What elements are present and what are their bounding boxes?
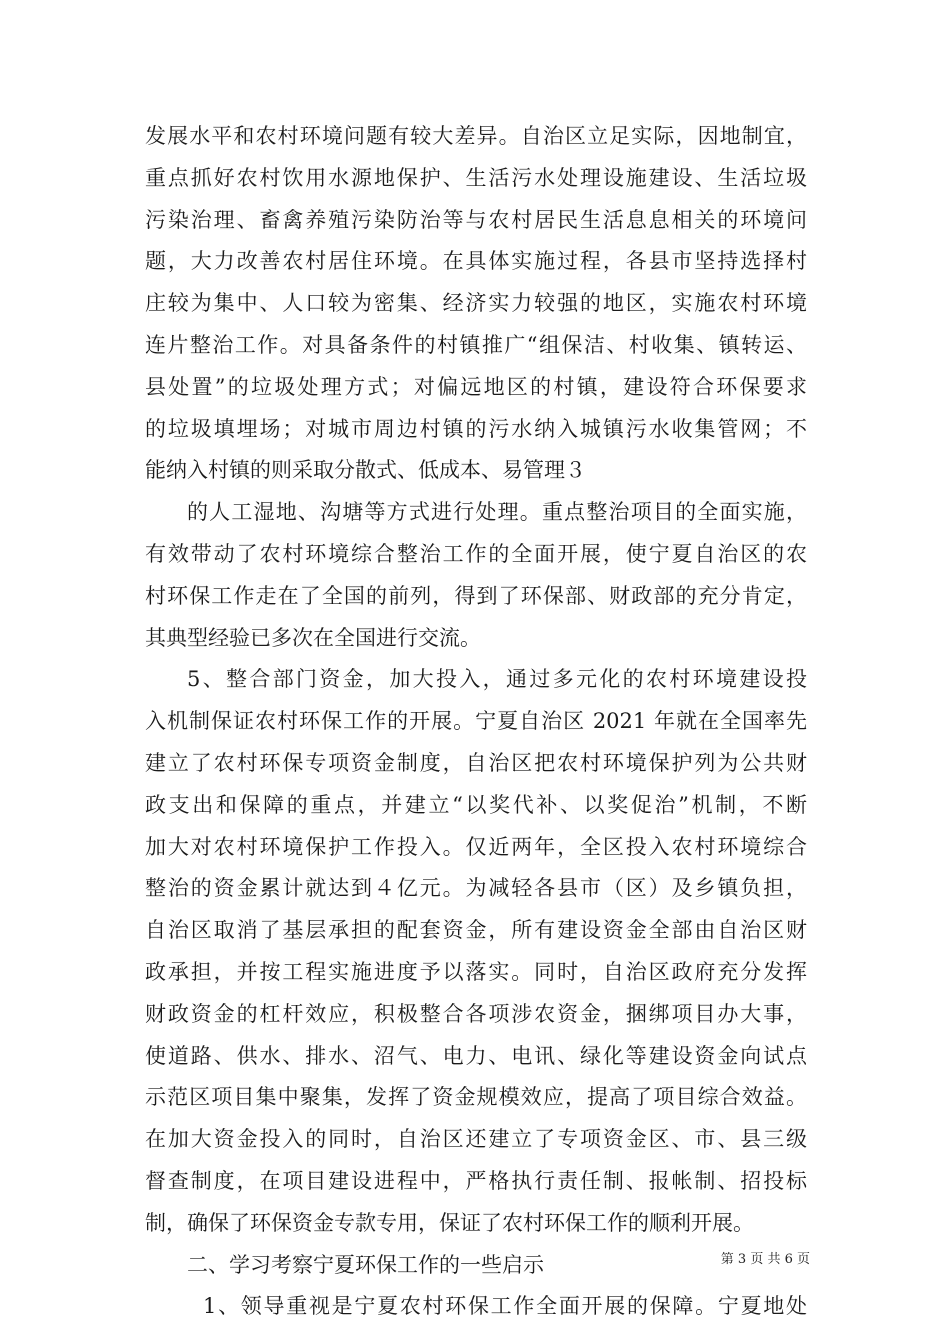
text-line: 的人工湿地、沟塘等方式进行处理。重点整治项目的全面实施， [187,500,807,525]
text-line: 县处置”的垃圾处理方式；对偏远地区的村镇，建设符合环保要求 [145,374,807,399]
paragraph [145,659,807,1244]
text-line: 重点抓好农村饮用水源地保护、生活污水处理设施建设、生活垃圾 [145,165,807,190]
text-line: 污染治理、畜禽养殖污染防治等与农村居民生活息息相关的环境问 [145,207,807,232]
text-line: 发展水平和农村环境问题有较大差异。自治区立足实际，因地制宜， [145,124,807,148]
text-line: 其典型经验已多次在全国进行交流。 [145,625,481,650]
text-line: 庄较为集中、人口较为密集、经济实力较强的地区，实施农村环境 [145,291,807,316]
text-line: 政承担，并按工程实施进度予以落实。同时，自治区政府充分发挥 [145,959,807,984]
text-line: 5、整合部门资金，加大投入，通过多元化的农村环境建设投 [187,667,807,692]
text-line: 自治区取消了基层承担的配套资金，所有建设资金全部由自治区财 [145,918,807,943]
text-line: 政支出和保障的重点，并建立“以奖代补、以奖促治”机制，不断 [145,792,807,817]
text-line: 题，大力改善农村居住环境。在具体实施过程，各县市坚持选择村 [145,249,807,274]
text-line: 加大对农村环境保护工作投入。仅近两年，全区投入农村环境综合 [145,834,807,859]
text-line: 有效带动了农村环境综合整治工作的全面开展，使宁夏自治区的农 [145,541,807,566]
text-line: 的垃圾填埋场；对城市周边村镇的污水纳入城镇污水收集管网；不 [145,416,807,441]
text-line: 示范区项目集中聚集，发挥了资金规模效应，提高了项目综合效益。 [145,1085,807,1110]
text-line: 连片整治工作。对具备条件的村镇推广“组保洁、村收集、镇转运、 [145,332,807,357]
text-line: 使道路、供水、排水、沼气、电力、电讯、绿化等建设资金向试点 [145,1043,807,1068]
text-line: 能纳入村镇的则采取分散式、低成本、易管理３ [145,458,586,483]
text-line: 1、领导重视是宁夏农村环保工作全面开展的保障。宁夏地处 [203,1294,807,1319]
text-line: 建立了农村环保专项资金制度，自治区把农村环境保护列为公共财 [145,750,807,775]
heading-line: 二、学习考察宁夏环保工作的一些启示 [187,1252,544,1277]
text-line: 制，确保了环保资金专款专用，保证了农村环保工作的顺利开展。 [145,1210,754,1235]
text-line: 督查制度，在项目建设进程中，严格执行责任制、报帐制、招投标 [145,1168,807,1193]
paragraph [145,116,807,492]
page-number: 第 3 页 共 6 页 [720,1252,810,1267]
body-text [145,116,807,1328]
text-line: 在加大资金投入的同时，自治区还建立了专项资金区、市、县三级 [145,1127,807,1152]
paragraph [145,1286,807,1328]
paragraph [145,492,807,659]
text-line: 入机制保证农村环保工作的开展。宁夏自治区 2021 年就在全国率先 [145,709,807,734]
text-line: 财政资金的杠杆效应，积极整合各项涉农资金，捆绑项目办大事， [145,1001,807,1026]
text-line: 村环保工作走在了全国的前列，得到了环保部、财政部的充分肯定， [145,583,807,608]
text-line: 整治的资金累计就达到４亿元。为减轻各县市（区）及乡镇负担， [145,876,807,901]
